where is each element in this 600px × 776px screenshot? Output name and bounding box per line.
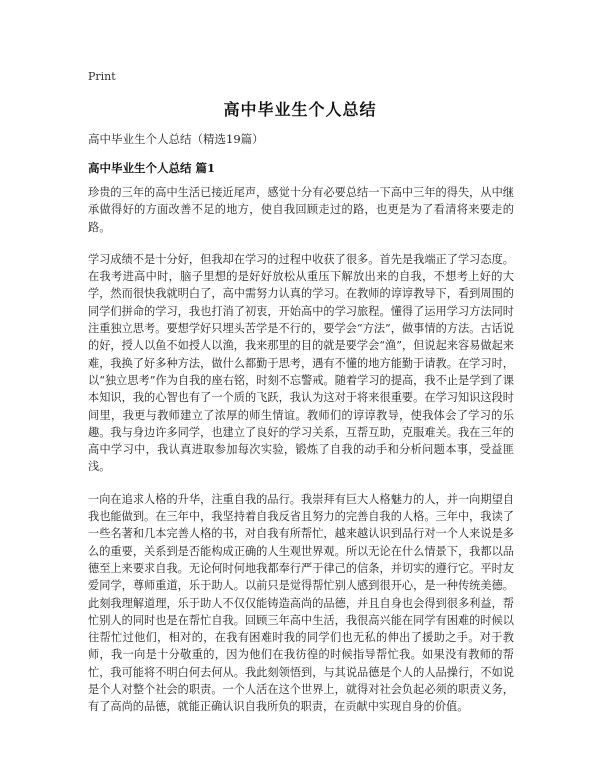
article-body	[88, 184, 514, 731]
page-title: 高中毕业生个人总结	[223, 100, 377, 119]
paragraph: 一向在追求人格的升华，注重自我的品行。我崇拜有巨大人格魅力的人，并一向期望自我也能做到。在三年中，我坚持着自我反省且努力的完善自我的人格。三年中，我读了一些名著和几本完善人格的书，对自我有所帮忙，越来越认识到品行对一个人来说是多么的重要，关系到是否能构成正确的人生观世界观。所以无论在什么情景下，我都以品德至上来要求自我。无论何时何地我都奉行严于律己的信条，并切实的遵行它。平时友爱同学，尊师重道，乐于助人。以前只是觉得帮忙别人感到很开心，是一种传统美德。此刻我理解道理，乐于助人不仅仅能铸造高尚的品德，并且自身也会得到很多利益，帮忙别人的同时也是在帮忙自我。回顾三年高中生活，我很高兴能在同学有困难的时候以往帮忙过他们，相对的，在我有困难时我的同学们也无私的伸出了援助之手。对于教师，我一向是十分敬重的，因为他们在我彷徨的时候指导帮忙我。如果没有教师的帮忙，我可能将不明白何去何从。我此刻领悟到，与其说品德是个人的人品操行，不如说是个人对整个社会的职责。一个人活在这个世界上，就得对社会负起必须的职责义务，有了高尚的品德，就能正确认识自我所负的职责，在贡献中实现自身的价值。	[88, 492, 514, 714]
section-heading: 高中毕业生个人总结 篇1	[88, 161, 216, 175]
paragraph: 学习成绩不是十分好，但我却在学习的过程中收获了很多。首先是我端正了学习态度。在我考进高中时，脑子里想的是好好放松从重压下解放出来的自我，不想考上好的大学，然而很快我就明白了，高中需努力认真的学习。在教师的谆谆教导下，看到周围的同学们拼命的学习，我也打消了初衷，开始高中的学习旅程。懂得了运用学习方法同时注重独立思考。要想学好只埋头苦学是不行的，要学会“方法”，做事情的方法。古话说的好，授人以鱼不如授人以渔，我来那里的目的就是要学会“渔”，但说起来容易做起来难，我换了好多种方法，做什么都勤于思考，遇有不懂的地方能勤于请教。在学习时，以“独立思考”作为自我的座右铭，时刻不忘警戒。随着学习的提高，我不止是学到了课本知识，我的心智也有了一个质的飞跃，我认为这对于将来很重要。在学习知识这段时间里，我更与教师建立了浓厚的师生情谊。教师们的谆谆教导，使我体会了学习的乐趣。我与身边许多同学，也建立了良好的学习关系，互帮互助，克服难关。我在三年的高中学习中，我认真进取参加每次实验，锻炼了自我的动手和分析问题本事，受益匪浅。	[88, 252, 514, 474]
document-subtitle: 高中毕业生个人总结（精选19篇）	[88, 132, 264, 146]
print-label[interactable]: Print	[88, 70, 116, 83]
paragraph: 珍贵的三年的高中生活已接近尾声，感觉十分有必要总结一下高中三年的得失，从中继承做得好的方面改善不足的地方，使自我回顾走过的路，也更是为了看清将来要走的路。	[88, 186, 514, 234]
